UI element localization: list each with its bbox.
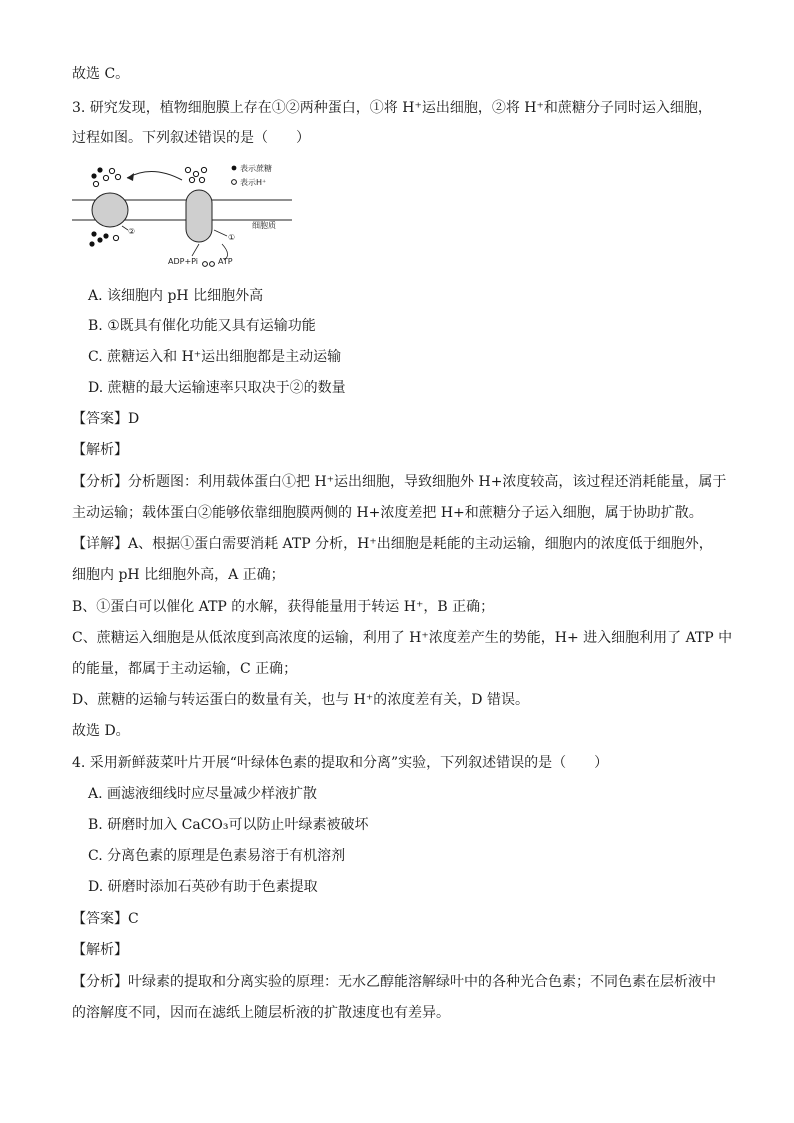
q4-analysis-text-cont: 的溶解度不同，因而在滤纸上随层析液的扩散速度也有差异。	[72, 1005, 450, 1021]
svg-text:①: ①	[228, 233, 236, 242]
q4-analysis-label: 【解析】	[72, 942, 128, 958]
question-4-stem: 4. 采用新鲜菠菜叶片开展“叶绿体色素的提取和分离”实验，下列叙述错误的是（ ）	[72, 755, 609, 771]
detail-d: D、蔗糖的运输与转运蛋白的数量有关，也与 H⁺的浓度差有关，D 错误。	[72, 692, 529, 708]
q4-option-d: D. 研磨时添加石英砂有助于色素提取	[88, 879, 318, 895]
svg-text:表示蔗糖: 表示蔗糖	[240, 164, 272, 173]
svg-text:细胞质: 细胞质	[252, 221, 276, 230]
detail-text-cont: 细胞内 pH 比细胞外高，A 正确；	[72, 567, 285, 583]
question-3-stem-cont: 过程如图。下列叙述错误的是（ ）	[72, 130, 310, 146]
svg-text:②: ②	[128, 227, 136, 236]
detail-c: C、蔗糖运入细胞是从低浓度到高浓度的运输，利用了 H⁺浓度差产生的势能，H+ 进入细胞利用了 ATP 中	[72, 630, 733, 646]
protein-1-shape	[186, 190, 212, 242]
text-line: 故选 C。	[72, 66, 130, 82]
answer-label: 【答案】D	[72, 411, 140, 427]
svg-text:ATP: ATP	[218, 257, 233, 266]
q4-analysis-text: 【分析】叶绿素的提取和分离实验的原理：无水乙醇能溶解绿叶中的各种光合色素；不同色素在层析液中	[72, 974, 716, 990]
option-d: D. 蔗糖的最大运输速率只取决于②的数量	[88, 380, 346, 396]
analysis-text-cont: 主动运输；载体蛋白②能够依靠细胞膜两侧的 H+浓度差把 H+和蔗糖分子运入细胞，属于协助扩散。	[72, 505, 703, 521]
protein-2-shape	[92, 193, 128, 227]
option-b: B. ①既具有催化功能又具有运输功能	[88, 318, 316, 334]
svg-text:表示H⁺: 表示H⁺	[240, 178, 267, 187]
q4-option-c: C. 分离色素的原理是色素易溶于有机溶剂	[88, 848, 346, 864]
q4-answer-label: 【答案】C	[72, 911, 139, 927]
choice-text: 故选 D。	[72, 723, 130, 739]
option-a: A. 该细胞内 pH 比细胞外高	[88, 288, 264, 304]
option-c: C. 蔗糖运入和 H⁺运出细胞都是主动运输	[88, 349, 342, 365]
detail-b: B、①蛋白可以催化 ATP 的水解，获得能量用于转运 H⁺，B 正确；	[72, 599, 495, 615]
question-3-stem: 3. 研究发现，植物细胞膜上存在①②两种蛋白，①将 H⁺运出细胞，②将 H⁺和蔗糖分子同时运入细胞，	[72, 100, 712, 116]
analysis-text: 【分析】分析题图：利用载体蛋白①把 H⁺运出细胞，导致细胞外 H+浓度较高，该过程还消耗能量，属于	[72, 474, 727, 490]
analysis-label: 【解析】	[72, 442, 128, 458]
svg-text:ADP+Pi: ADP+Pi	[168, 257, 199, 266]
membrane-transport-diagram	[72, 160, 292, 270]
detail-c-cont: 的能量，都属于主动运输，C 正确；	[72, 661, 298, 677]
q4-option-a: A. 画滤液细线时应尽量减少样液扩散	[88, 786, 318, 802]
detail-text: 【详解】A、根据①蛋白需要消耗 ATP 分析，H⁺出细胞是耗能的主动运输，细胞内的浓度低于细胞外，	[72, 536, 713, 552]
q4-option-b: B. 研磨时加入 CaCO₃可以防止叶绿素被破坏	[88, 817, 369, 833]
